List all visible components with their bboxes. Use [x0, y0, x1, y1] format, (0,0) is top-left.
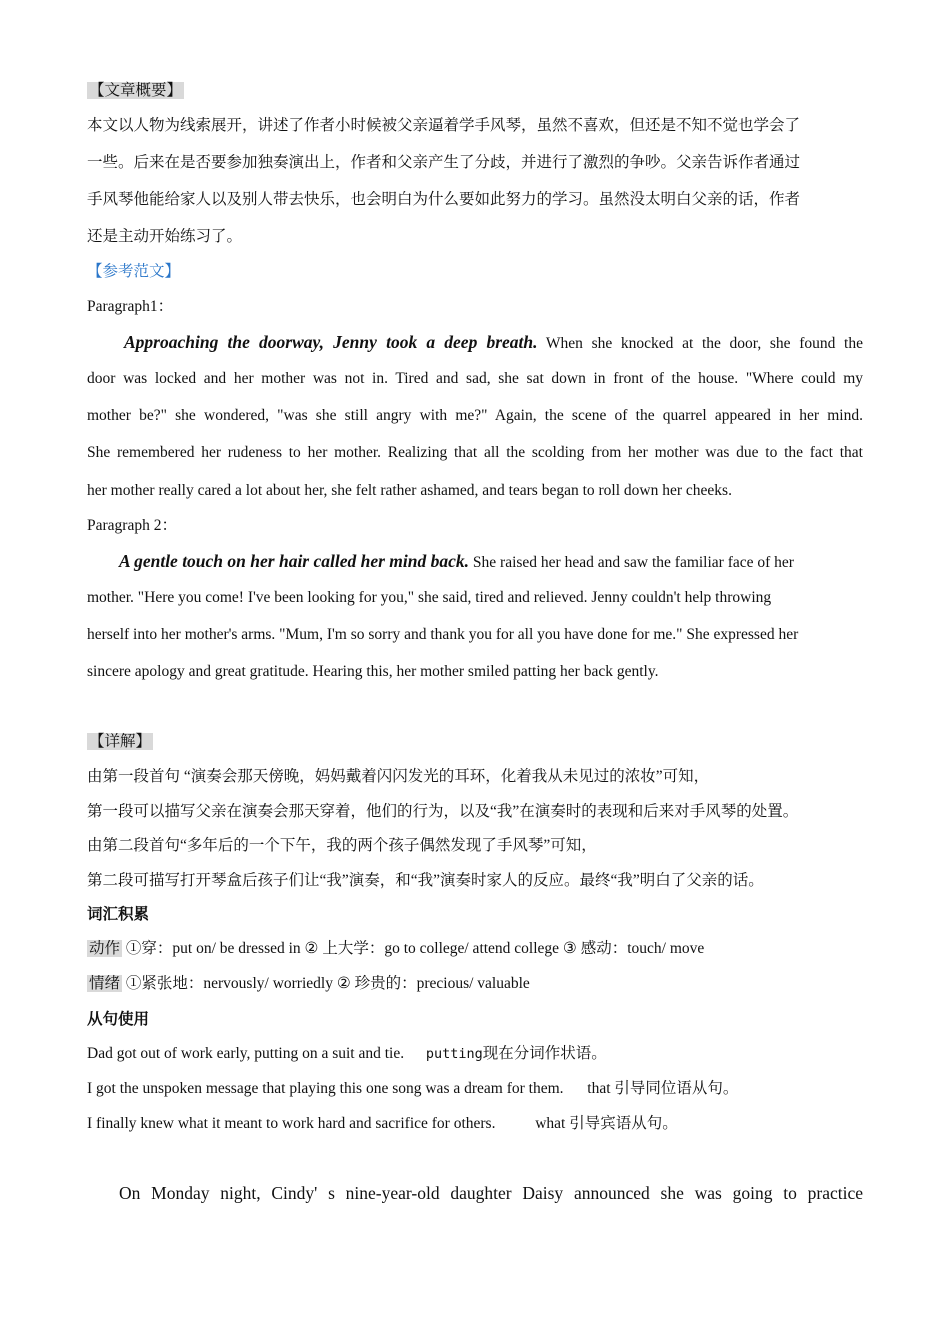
detail-line: 第二段可描写打开琴盒后孩子们让“我”演奏，和“我”演奏时家人的反应。最终“我”明白了父亲的话。 — [87, 872, 764, 889]
vocab-action-line — [87, 939, 867, 959]
detail-heading: 【详解】 — [89, 733, 152, 750]
summary-line: 还是主动开始练习了。 — [87, 228, 243, 245]
clause-item — [87, 1044, 867, 1064]
paragraph2-line: sincere apology and great gratitude. Hearing this, her mother smiled patting her back gently. — [87, 663, 659, 680]
paragraph1-first-rest: When she knocked at the door, she found the — [545, 335, 863, 352]
paragraph1-label: Paragraph1： — [87, 298, 174, 315]
next-passage-first-line: On Monday night, Cindy' s nine-year-old daughter Daisy announced she was going to practice — [119, 1183, 863, 1203]
clause-note: 现在分词作状语。 — [482, 1045, 607, 1062]
clause-sentence: I got the unspoken message that playing this one song was a dream for them. — [87, 1080, 564, 1097]
vocab-action-text: ①穿：put on/ be dressed in ② 上大学：go to college/ attend college ③ 感动：touch/ move — [125, 940, 705, 957]
paragraph2-first-rest: She raised her head and saw the familiar face of her — [472, 554, 794, 571]
summary-line: 本文以人物为线索展开，讲述了作者小时候被父亲逼着学手风琴，虽然不喜欢，但还是不知不觉也学会了 — [87, 117, 801, 134]
clauses-heading: 从句使用 — [87, 1011, 150, 1028]
paragraph2-lead-sentence: A gentle touch on her hair called her mind back. — [119, 551, 470, 571]
clause-note: 引导同位语从句。 — [614, 1080, 739, 1097]
clause-sentence: I finally knew what it meant to work hard and sacrifice for others. — [87, 1115, 496, 1132]
vocab-emotion-tag: 情绪 — [89, 975, 121, 992]
paragraph2-first-line — [119, 551, 899, 573]
paragraph1-lead-sentence: Approaching the doorway, Jenny took a deep breath. — [124, 332, 538, 352]
vocab-emotion-text: ①紧张地：nervously/ worriedly ② 珍贵的：precious/ valuable — [125, 975, 530, 992]
clause-note: 引导宾语从句。 — [569, 1115, 678, 1132]
vocab-emotion-line — [87, 974, 867, 994]
clause-item — [87, 1079, 867, 1099]
clause-keyword: putting — [425, 1046, 483, 1062]
clause-sentence: Dad got out of work early, putting on a suit and tie. — [87, 1045, 405, 1062]
summary-heading-line — [87, 81, 867, 101]
detail-heading-line — [87, 732, 867, 752]
summary-line: 一些。后来在是否要参加独奏演出上，作者和父亲产生了分歧，并进行了激烈的争吵。父亲告诉作者通过 — [87, 154, 801, 171]
detail-line: 第一段可以描写父亲在演奏会那天穿着，他们的行为，以及“我”在演奏时的表现和后来对手风琴的处置。 — [87, 803, 799, 820]
paragraph1-line: She remembered her rudeness to her mother. Realizing that all the scolding from her mother was due to the fact that — [87, 444, 863, 461]
paragraph2-label: Paragraph 2： — [87, 517, 177, 534]
paragraph1-line: her mother really cared a lot about her, she felt rather ashamed, and tears began to roll down her cheeks. — [87, 482, 732, 499]
summary-heading: 【文章概要】 — [89, 82, 183, 99]
clause-item — [87, 1114, 867, 1134]
reference-heading: 【参考范文】 — [87, 263, 181, 280]
summary-line: 手风琴他能给家人以及别人带去快乐，也会明白为什么要如此努力的学习。虽然没太明白父亲的话，作者 — [87, 191, 801, 208]
detail-line: 由第二段首句“多年后的一个下午，我的两个孩子偶然发现了手风琴”可知， — [87, 837, 597, 854]
paragraph1-first-line — [87, 332, 863, 354]
paragraph2-line: mother. "Here you come! I've been looking for you," she said, tired and relieved. Jenny couldn't help throwing — [87, 589, 772, 606]
detail-line: 由第一段首句 “演奏会那天傍晚，妈妈戴着闪闪发光的耳环，化着我从未见过的浓妆”可知， — [87, 768, 710, 785]
paragraph1-line: door was locked and her mother was not in. Tired and sad, she sat down in front of the house. "Where could my — [87, 370, 863, 387]
paragraph2-line: herself into her mother's arms. "Mum, I'm so sorry and thank you for all you have done for me." She expressed her — [87, 626, 799, 643]
paragraph1-line: mother be?" she wondered, "was she still angry with me?" Again, the scene of the quarrel appeared in her mind. — [87, 407, 863, 424]
vocab-heading: 词汇积累 — [87, 906, 150, 923]
clause-keyword: what — [535, 1115, 566, 1132]
clause-keyword: that — [587, 1080, 611, 1097]
vocab-action-tag: 动作 — [89, 940, 121, 957]
